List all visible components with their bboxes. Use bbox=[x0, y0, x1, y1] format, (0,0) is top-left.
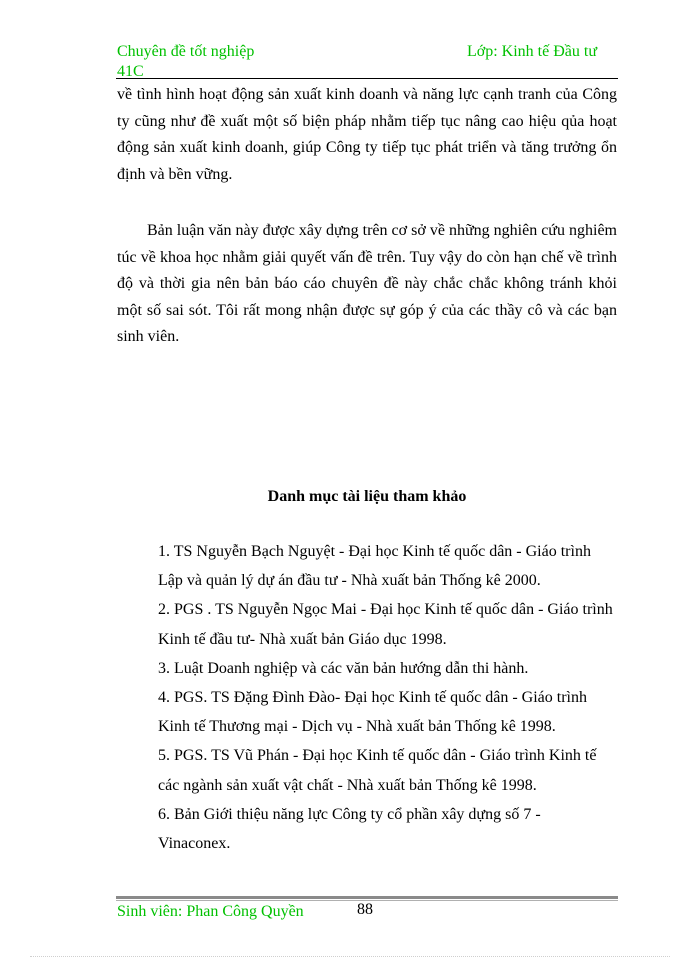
reference-item: 4. PGS. TS Đặng Đình Đào- Đại học Kinh tế quốc dân - Giáo trình Kinh tế Thương mại - Dịch vụ - Nhà xuất bản Thống kê 1998. bbox=[158, 689, 587, 736]
page-edge-dotted-line bbox=[30, 956, 670, 957]
references-title: Danh mục tài liệu tham khảo bbox=[267, 488, 467, 505]
footer-student-name: Sinh viên: Phan Công Quyền bbox=[117, 903, 304, 920]
body-paragraph-1: về tình hình hoạt động sản xuất kinh doanh và năng lực cạnh tranh của Công ty cũng như đề xuất một số biện pháp nhằm tiếp tục nâng cao hiệu qủa hoạt động sản xuất kinh doanh, giúp Công ty tiếp tục phát triển và tăng trưởng ổn định và bền vững. bbox=[117, 86, 617, 183]
header-left-class-code: 41C bbox=[117, 63, 144, 80]
footer-rule bbox=[116, 896, 618, 899]
references-list bbox=[158, 537, 616, 858]
header-class-label: Lớp: Kinh tế Đầu tư bbox=[467, 43, 597, 60]
reference-item: 1. TS Nguyễn Bạch Nguyệt - Đại học Kinh tế quốc dân - Giáo trình Lập và quản lý dự án đầu tư - Nhà xuất bản Thống kê 2000. bbox=[158, 543, 591, 590]
reference-item: 6. Bản Giới thiệu năng lực Công ty cổ phần xây dựng số 7 - Vinaconex. bbox=[158, 805, 541, 853]
reference-item: 3. Luật Doanh nghiệp và các văn bản hướng dẫn thi hành. bbox=[158, 659, 529, 677]
header-left-title: Chuyên đề tốt nghiệp bbox=[117, 43, 255, 60]
header-rule bbox=[116, 78, 618, 79]
body-paragraph-2: Bản luận văn này được xây dựng trên cơ sở về những nghiên cứu nghiêm túc về khoa học nhằm giải quyết vấn đề trên. Tuy vậy do còn hạn chế về trình độ và thời gia nên bản báo cáo chuyên đề này chắc chắc không tránh khỏi một số sai sót. Tôi rất mong nhận được sự góp ý của các thầy cô và các bạn sinh viên. bbox=[117, 222, 617, 345]
reference-item: 5. PGS. TS Vũ Phán - Đại học Kinh tế quốc dân - Giáo trình Kinh tế các ngành sản xuất vật chất - Nhà xuất bản Thống kê 1998. bbox=[158, 747, 597, 794]
page-number: 88 bbox=[357, 901, 373, 918]
reference-item: 2. PGS . TS Nguyễn Ngọc Mai - Đại học Kinh tế quốc dân - Giáo trình Kinh tế đầu tư- Nhà xuất bản Giáo dục 1998. bbox=[158, 601, 613, 648]
